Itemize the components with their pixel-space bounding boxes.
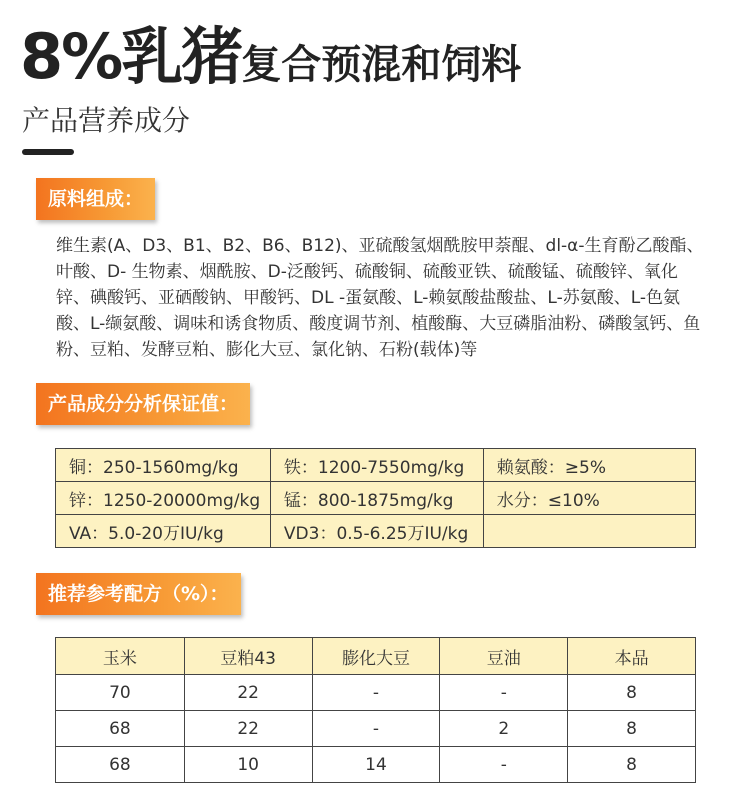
- column-header: 本品: [568, 638, 696, 675]
- table-header-row: [56, 638, 696, 675]
- table-cell: VA：5.0-20万IU/kg: [56, 515, 271, 548]
- column-header: 膨化大豆: [312, 638, 440, 675]
- table-cell: 70: [56, 675, 185, 711]
- table-cell: VD3：0.5-6.25万IU/kg: [270, 515, 483, 548]
- table-cell: [483, 515, 695, 548]
- table-cell: 8: [568, 711, 696, 747]
- table-row: [56, 515, 696, 548]
- table-cell: 22: [184, 675, 312, 711]
- table-cell: 锌：1250-20000mg/kg: [56, 482, 271, 515]
- table-cell: 10: [184, 747, 312, 783]
- table-cell: 铜：250-1560mg/kg: [56, 449, 271, 482]
- table-cell: -: [312, 711, 440, 747]
- table-cell: -: [312, 675, 440, 711]
- table-cell: 2: [440, 711, 568, 747]
- formula-heading: 推荐参考配方（%）：: [36, 573, 241, 615]
- table-cell: 铁：1200-7550mg/kg: [270, 449, 483, 482]
- page-subtitle: 产品营养成分: [22, 104, 191, 137]
- guarantee-heading: 产品成分分析保证值：: [36, 383, 250, 425]
- table-row: [56, 482, 696, 515]
- table-cell: 68: [56, 711, 185, 747]
- table-cell: 水分：≤10%: [483, 482, 695, 515]
- table-row: [56, 675, 696, 711]
- table-cell: 22: [184, 711, 312, 747]
- table-cell: 8: [568, 675, 696, 711]
- table-cell: 锰：800-1875mg/kg: [270, 482, 483, 515]
- table-cell: -: [440, 747, 568, 783]
- table-cell: 8: [568, 747, 696, 783]
- table-row: [56, 747, 696, 783]
- table-cell: 14: [312, 747, 440, 783]
- product-title: [20, 20, 522, 93]
- subtitle-underline: [22, 149, 74, 155]
- table-cell: 赖氨酸：≥5%: [483, 449, 695, 482]
- table-cell: -: [440, 675, 568, 711]
- column-header: 豆油: [440, 638, 568, 675]
- table-cell: 68: [56, 747, 185, 783]
- title-rest: 复合预混和饲料: [241, 42, 522, 88]
- table-row: [56, 449, 696, 482]
- column-header: 豆粕43: [184, 638, 312, 675]
- formula-table: [55, 637, 696, 783]
- guarantee-table: [55, 448, 696, 548]
- column-header: 玉米: [56, 638, 185, 675]
- ingredients-text: 维生素(A、D3、B1、B2、B6、B12)、亚硫酸氢烟酰胺甲萘醌、dl-α-生育酚乙酸酯、叶酸、D- 生物素、烟酰胺、D-泛酸钙、硫酸铜、硫酸亚铁、硫酸锰、硫酸锌、氧化锌、碘酸钙、亚硒酸钠、甲酸钙、DL -蛋氨酸、L-赖氨酸盐酸盐、L-苏氨酸、L-色氨酸、L-缬氨酸、调味和诱食物质、酸度调节剂、植酸酶、大豆磷脂油粉、磷酸氢钙、鱼粉、豆粕、发酵豆粕、膨化大豆、氯化钠、石粉(载体)等: [56, 236, 704, 360]
- ingredients-heading: 原料组成：: [36, 178, 155, 220]
- table-row: [56, 711, 696, 747]
- title-main: 8%乳猪: [20, 20, 242, 93]
